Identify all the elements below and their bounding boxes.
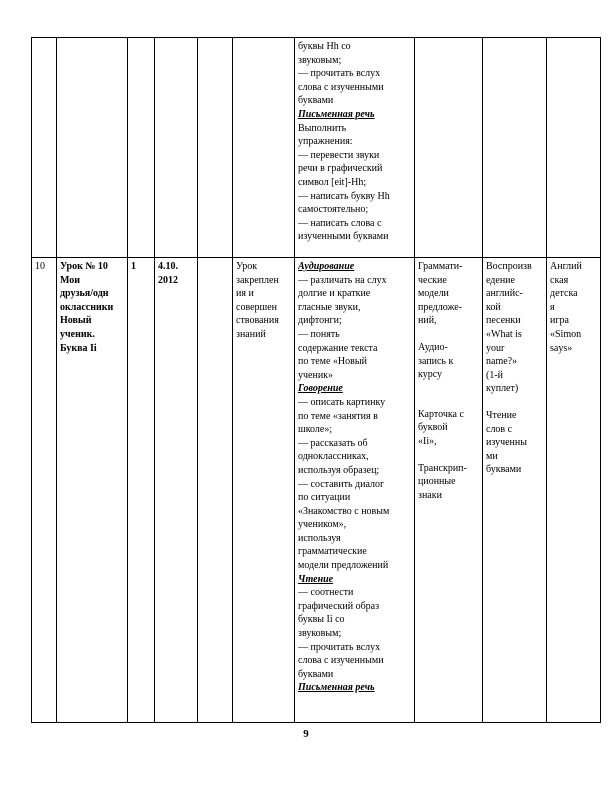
cell-hours (128, 38, 155, 258)
hours-value: 1 (131, 261, 136, 272)
text-line: по теме «Новый (298, 356, 367, 368)
text-line: грамматические (298, 546, 367, 558)
text-line: Урок № 10 (60, 261, 108, 272)
cell-extra (547, 258, 601, 723)
text-line: буквами (298, 668, 334, 680)
cell-date-fact (198, 258, 233, 723)
section-heading: Говорение (298, 383, 343, 395)
cell-date-fact (198, 38, 233, 258)
cell-date-plan (155, 258, 198, 723)
text-line: буквой (418, 422, 448, 434)
text-line: слова с изученными (298, 81, 384, 93)
text-line: — соотнести (298, 587, 354, 599)
text-line: слова с изученными (298, 655, 384, 667)
text-line: 4.10. (158, 261, 178, 272)
text-line: изученными буквами (298, 231, 389, 243)
section-heading: Чтение (298, 573, 334, 585)
cell-topic (57, 38, 128, 258)
text-line: ская (550, 274, 569, 286)
text-line: по теме «занятия в (298, 410, 378, 422)
text-line: используя (298, 532, 341, 544)
text-line: буквы Hh со (298, 41, 351, 52)
text-line: 2012 (158, 274, 178, 286)
text-line: гласные звуки, (298, 301, 361, 313)
table-row (32, 38, 601, 258)
cell-resources (415, 258, 483, 723)
text-line: самостоятельно; (298, 204, 369, 216)
text-line: графический образ (298, 600, 380, 612)
page-number: 9 (303, 728, 309, 740)
cell-activities (295, 258, 415, 723)
cell-extra (547, 38, 601, 258)
text-line: долгие и краткие (298, 288, 371, 300)
text-line: используя образец; (298, 464, 380, 476)
text-line: знаний (236, 328, 266, 340)
cell-resources (415, 38, 483, 258)
lesson-plan-table (31, 37, 601, 723)
text-line: школе»; (298, 424, 333, 436)
text-line: ученик. (60, 328, 95, 340)
text-line: я (550, 301, 555, 313)
line-spacer (486, 396, 543, 409)
text-line: Буква Ii (60, 342, 97, 354)
text-line: «Знакомство с новым (298, 505, 390, 517)
text-line: игра (550, 315, 569, 327)
section-heading: Письменная речь (298, 682, 375, 694)
text-line: — понять (298, 328, 340, 340)
text-line: ческие (418, 274, 447, 286)
text-line: Выполнить (298, 122, 347, 134)
text-line: — написать букву Hh (298, 190, 390, 202)
text-line: песенки (486, 315, 521, 327)
text-line: слов с (486, 423, 513, 435)
cell-number (32, 258, 57, 723)
text-line: закреплен (236, 274, 279, 286)
cell-repetition (483, 258, 547, 723)
text-line: куплет) (486, 383, 519, 395)
text-line: «Simon (550, 328, 582, 340)
text-line: изученны (486, 437, 527, 449)
text-line: ний, (418, 315, 437, 327)
text-line: одноклассниках, (298, 451, 369, 463)
line-spacer (418, 382, 479, 408)
cell-topic (57, 258, 128, 723)
text-line: Транскрип- (418, 462, 467, 474)
text-line: ционные (418, 476, 456, 488)
text-line: Мои (60, 274, 81, 286)
text-line: по ситуации (298, 492, 351, 504)
text-line: Граммати- (418, 261, 463, 272)
text-line: ия и (236, 288, 254, 300)
cell-lesson-type (233, 38, 295, 258)
text-line: учеником», (298, 519, 347, 531)
text-line: Новый (60, 315, 92, 327)
text-line: Англий (550, 261, 582, 272)
text-line: «Ii», (418, 435, 437, 447)
text-line: речи в графический (298, 163, 383, 175)
text-line: звуковым; (298, 54, 342, 66)
text-line: модели (418, 288, 449, 300)
text-line: your (486, 342, 505, 354)
text-line: содержание текста (298, 342, 378, 354)
text-line: — перевести звуки (298, 149, 380, 161)
text-line: «What is (486, 328, 522, 340)
text-line: — написать слова с (298, 217, 382, 229)
text-line: буквами (486, 464, 522, 476)
row-number: 10 (35, 261, 45, 272)
text-line: Урок (236, 261, 258, 272)
text-line: дифтонги; (298, 315, 342, 327)
text-line: — рассказать об (298, 437, 368, 449)
text-line: (1-й (486, 369, 504, 381)
text-line: ствования (236, 315, 279, 327)
text-line: курсу (418, 369, 443, 381)
text-line: — составить диалог (298, 478, 385, 490)
text-line: — описать картинку (298, 396, 386, 408)
text-line: says» (550, 342, 573, 354)
cell-number (32, 38, 57, 258)
text-line: Воспроизв (486, 261, 532, 272)
cell-date-plan (155, 38, 198, 258)
text-line: едение (486, 274, 515, 286)
line-spacer (418, 328, 479, 341)
text-line: запись к (418, 355, 454, 367)
text-line: знаки (418, 489, 442, 501)
text-line: ученик» (298, 369, 334, 381)
cell-activities (295, 38, 415, 258)
text-line: английс- (486, 288, 523, 300)
text-line: оклассники (60, 301, 114, 313)
table-row (32, 258, 601, 723)
text-line: Чтение (486, 409, 517, 421)
text-line: друзья/одн (60, 288, 109, 300)
text-line: Карточка с (418, 408, 464, 420)
section-heading: Письменная речь (298, 108, 375, 120)
text-line: предложе- (418, 301, 463, 313)
text-line: кой (486, 301, 501, 313)
cell-repetition (483, 38, 547, 258)
text-line: — прочитать вслух (298, 641, 381, 653)
text-line: совершен (236, 301, 278, 313)
section-heading: Аудирование (298, 261, 355, 272)
text-line: Аудио- (418, 341, 448, 353)
text-line: name?» (486, 356, 518, 368)
text-line: — прочитать вслух (298, 68, 381, 80)
line-spacer (418, 449, 479, 462)
text-line: — различать на слух (298, 274, 387, 286)
text-line: буквы Ii со (298, 614, 345, 626)
text-line: ми (486, 450, 498, 462)
text-line: символ [eit]-Hh; (298, 176, 367, 188)
text-line: буквами (298, 95, 334, 107)
text-line: упражнения: (298, 136, 353, 148)
cell-hours (128, 258, 155, 723)
cell-lesson-type (233, 258, 295, 723)
text-line: звуковым; (298, 628, 342, 640)
text-line: модели предложений (298, 560, 389, 572)
text-line: детска (550, 288, 578, 300)
